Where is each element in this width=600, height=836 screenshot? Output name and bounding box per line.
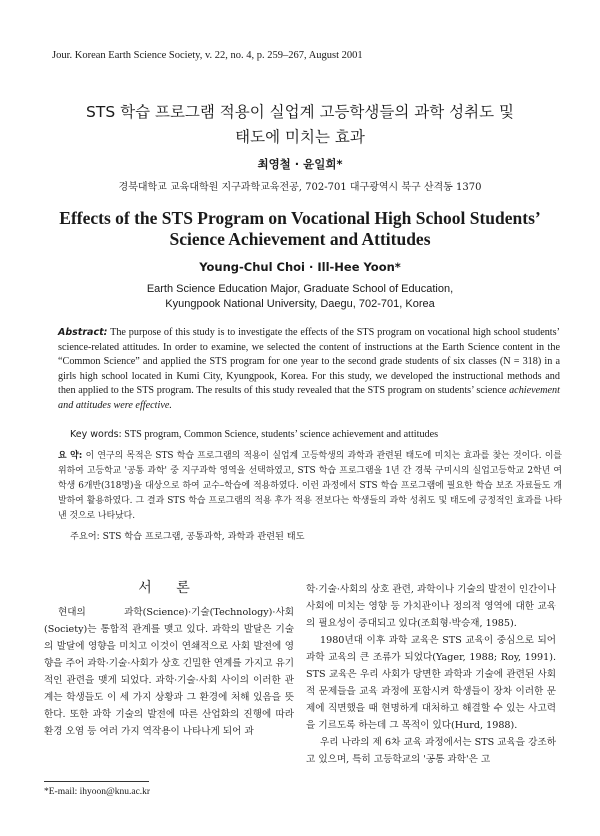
korean-affiliation: 경북대학교 교육대학원 지구과학교육전공, 702-701 대구광역시 북구 산격동 1370	[118, 182, 482, 193]
english-affiliation	[0, 282, 600, 312]
body-paragraph: 현대의 과학(Science)·기술(Technology)·사회(Society)는 통합적 관계를 맺고 있다. 과학의 발달은 기술의 발달에 영향을 미치고 이것이 연쇄적으로 사회 발전에 영향을 주어 과학·기술·사회가 상호 긴밀한 연계를 가지고 유기적인 관련을 맺게 되었다. 과학·기술·사회 사이의 이러한 관계는 학생들도 이 세 가지 상황과 그 환경에 처해 있음을 뜻한다. 또한 과학 기술의 발전에 따른 산업화의 진행에 따라 환경 오염 등 여러 가지 역작용이 나타나게 되어 과	[44, 607, 294, 737]
korean-authors: 최영철 · 윤일희*	[257, 157, 343, 171]
keywords-text: STS program, Common Science, students’ science achievement and attitudes	[124, 429, 439, 440]
korean-title-line2: 태도에 미치는 효과	[235, 128, 365, 146]
english-affiliation-line1: Earth Science Education Major, Graduate School of Education,	[146, 283, 454, 295]
korean-summary-label: 요 약:	[58, 451, 83, 461]
body-column-right	[306, 581, 556, 768]
english-affiliation-line2: Kyungpook National University, Daegu, 702-701, Korea	[165, 298, 435, 310]
abstract-text: The purpose of this study is to investigate the effects of the STS program on vocational high school students’ science-related attitudes. In order to examine, we selected the content of instructions at the Earth Science content in the “Common Science” and applied the STS program for one year to the second grade students of six classes (N = 318) in a girls high school located in Kumi City, Kyungpook, Korea. For this study, we developed the instructional methods and then applied to the STS program. The results of this study revealed that the STS program on students’ science	[58, 327, 560, 396]
korean-keywords	[70, 528, 570, 542]
korean-keywords-label: 주요어:	[70, 531, 100, 542]
keywords	[70, 429, 570, 440]
keywords-label: Key words:	[70, 429, 122, 440]
abstract-label: Abstract:	[58, 327, 108, 338]
journal-citation: Jour. Korean Earth Science Society, v. 22, no. 4, p. 259–267, August 2001	[52, 50, 363, 61]
footnote-email: *E-mail: ihyoon@knu.ac.kr	[44, 787, 151, 797]
english-title	[30, 208, 570, 250]
korean-summary-text: 이 연구의 목적은 STS 학습 프로그램의 적용이 실업계 고등학생의 과학과 관련된 태도에 미치는 효과를 찾는 것이다. 이를 위하여 고등학교 '공통 과학' 중 지구과학 영역을 선택하였고, STS 학습 프로그램을 1년 간 경북 구미시의 실업고등학교 2학년 여학생 6개반(318명)을 대상으로 하여 교수–학습에 적용하였다. 이런 과정에서 STS 학습 프로그램에 필요한 학습 보조 자료들도 개발하여 활용하였다. 그 결과 STS 학습 프로그램의 적용 후가 적용 전보다는 학생들의 과학 성취도 및 태도에 긍정적인 효과를 나타낸 것으로 나타났다.	[58, 451, 562, 521]
english-title-line1: Effects of the STS Program on Vocational High School Students’	[59, 208, 541, 228]
korean-title	[40, 100, 560, 150]
korean-summary	[58, 449, 562, 524]
body-paragraph: 우리 나라의 제 6차 교육 과정에서는 STS 교육을 강조하고 있으며, 특히 고등학교의 '공통 과학'은 고	[306, 737, 556, 765]
english-title-line2: Science Achievement and Attitudes	[169, 229, 431, 249]
body-paragraph: 학·기술·사회의 상호 관련, 과학이나 기술의 발전이 인간이나 사회에 미치는 영향 등 가치관이나 정의적 영역에 대한 교육의 필요성이 증대되고 있다(조희형·박승재, 1985).	[306, 584, 556, 629]
korean-title-line1: STS 학습 프로그램 적용이 실업계 고등학생들의 과학 성취도 및	[86, 103, 514, 121]
body-paragraph: 1980년대 이후 과학 교육은 STS 교육이 중심으로 되어 과학 교육의 큰 조류가 되었다(Yager, 1988; Roy, 1991). STS 교육은 우리 사회가 당면한 과학과 기술에 관련된 사회적 문제들을 교육 과정에 포함시켜 학생들이 장차 이러한 문제에 직면했을 때 현명하게 대처하고 해결할 수 있는 사고력을 기르도록 하는데 그 목적이 있다(Hurd, 1988).	[306, 635, 556, 731]
korean-keywords-text: STS 학습 프로그램, 공통과학, 과학과 관련된 태도	[102, 531, 305, 542]
footnote-divider	[44, 781, 149, 782]
abstract-text-italic: achievement and attitudes were effective.	[58, 385, 560, 411]
english-authors: Young-Chul Choi · Ill-Hee Yoon*	[199, 260, 401, 274]
section-title-introduction: 서 론	[138, 580, 200, 596]
abstract	[58, 326, 560, 413]
body-column-left	[44, 604, 294, 740]
